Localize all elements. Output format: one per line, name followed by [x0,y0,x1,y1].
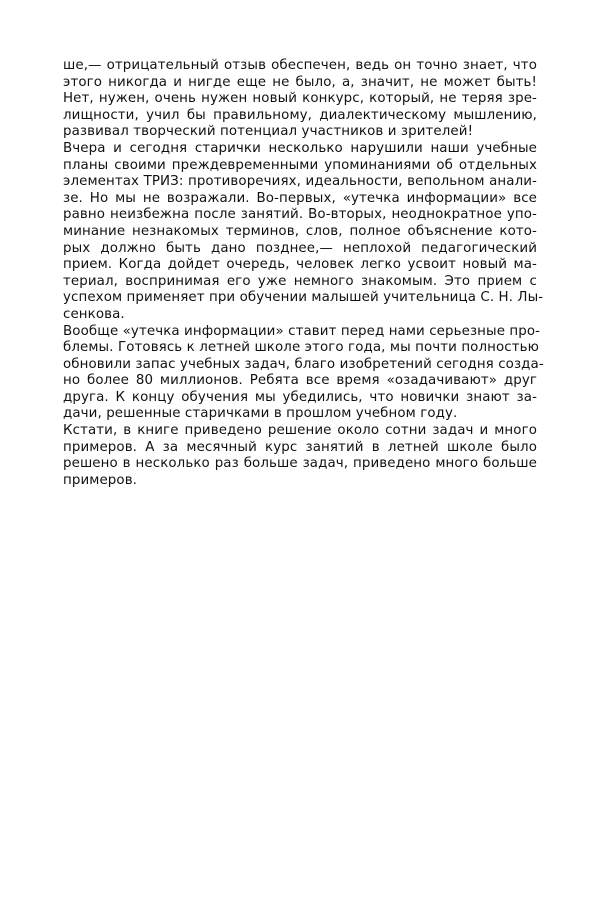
text-line: Кстати, в книге приведено решение около сотни задач и много [63,423,537,439]
text-line: успехом применяет при обучении малышей учительница С. Н. Лы- [63,290,544,306]
paragraph-4 [63,423,537,489]
text-line: прием. Когда дойдет очередь, человек легко усвоит новый ма- [63,257,537,273]
text-line: ше,— отрицательный отзыв обеспечен, ведь он точно знает, что [63,58,537,73]
text-line: Нет, нужен, очень нужен новый конкурс, который, не теряя зре- [63,91,537,107]
text-line: планы своими преждевременными упоминаниями об отдельных [63,157,537,173]
text-line: Вообще «утечка информации» ставит перед нами серьезные про- [63,323,541,339]
text-line: дачи, решенные старичками в прошлом учебном году. [63,406,458,422]
text-line: рых должно быть дано позднее,— неплохой педагогический [63,240,537,256]
text-line: примеров. А за месячный курс занятий в летней школе было [63,439,537,455]
text-line: развивал творческий потенциал участников и зрителей! [63,124,474,140]
text-line: равно неизбежна после занятий. Во-вторых, неоднократное упо- [63,207,537,223]
text-line: териал, воспринимая его уже немного знакомым. Это прием с [63,273,537,289]
text-line: сенкова. [63,306,125,322]
text-line: обновили запас учебных задач, благо изобретений сегодня созда- [63,356,544,372]
text-line: друга. К концу обучения мы убедились, что новички знают за- [63,389,537,405]
text-line: лищности, учил бы правильному, диалектическому мышлению, [63,107,537,123]
paragraph-2 [63,140,544,324]
page-text [63,58,544,489]
text-line: элементах ТРИЗ: противоречиях, идеальности, вепольном анали- [63,174,537,190]
text-line: этого никогда и нигде еще не было, а, значит, не может быть! [63,74,537,90]
paragraph-1 [63,58,537,141]
text-line: минание незнакомых терминов, слов, полное объяснение кото- [63,223,537,239]
paragraph-3 [63,323,544,424]
text-line: но более 80 миллионов. Ребята все время «озадачивают» друг [63,373,537,389]
text-line: блемы. Готовясь к летней школе этого года, мы почти полностью [63,340,539,356]
text-line: зе. Но мы не возражали. Во-первых, «утечка информации» все [63,190,537,206]
text-line: примеров. [63,472,138,488]
text-line: решено в несколько раз больше задач, приведено много больше [63,456,537,472]
text-line: Вчера и сегодня старички несколько нарушили наши учебные [63,140,537,156]
